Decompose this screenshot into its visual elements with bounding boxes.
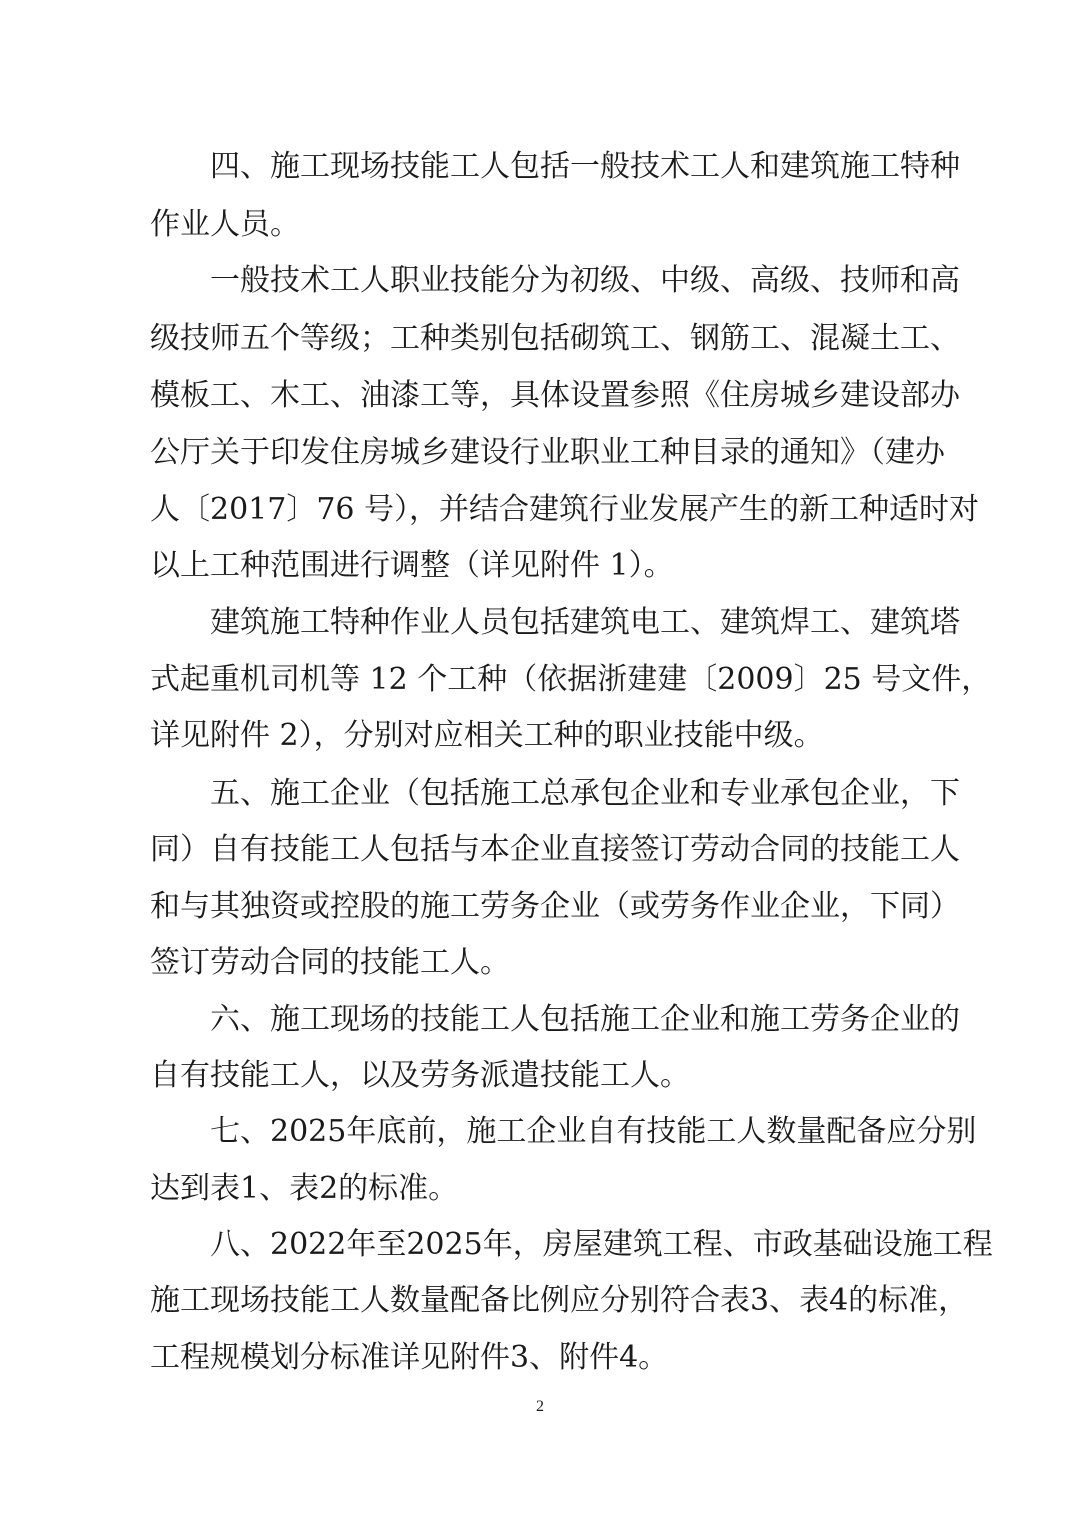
paragraph-6-line-1: 六、施工现场的技能工人包括施工企业和施工劳务企业的 — [210, 1002, 960, 1037]
paragraph-general-workers-line-3: 模板工、木工、油漆工等，具体设置参照《住房城乡建设部办 — [150, 378, 960, 413]
paragraph-5-line-2: 同）自有技能工人包括与本企业直接签订劳动合同的技能工人 — [150, 832, 960, 867]
paragraph-7-line-1: 七、2025年底前，施工企业自有技能工人数量配备应分别 — [210, 1114, 977, 1149]
paragraph-7-line-2: 达到表1、表2的标准。 — [150, 1171, 459, 1206]
paragraph-general-workers-line-2: 级技师五个等级；工种类别包括砌筑工、钢筋工、混凝土工、 — [150, 321, 960, 356]
paragraph-8-line-2: 施工现场技能工人数量配备比例应分别符合表3、表4的标准， — [150, 1283, 969, 1318]
paragraph-6-line-2: 自有技能工人，以及劳务派遣技能工人。 — [150, 1058, 690, 1093]
paragraph-5-line-1: 五、施工企业（包括施工总承包企业和专业承包企业，下 — [210, 776, 960, 811]
paragraph-4-line-1: 四、施工现场技能工人包括一般技术工人和建筑施工特种 — [210, 149, 960, 184]
paragraph-5-line-3: 和与其独资或控股的施工劳务企业（或劳务作业企业，下同） — [150, 889, 960, 924]
paragraph-8-line-1: 八、2022年至2025年，房屋建筑工程、市政基础设施工程 — [210, 1227, 993, 1262]
paragraph-general-workers-line-4: 公厅关于印发住房城乡建设行业职业工种目录的通知》（建办 — [150, 435, 945, 470]
page-number: 2 — [536, 1398, 544, 1415]
paragraph-general-workers-line-1: 一般技术工人职业技能分为初级、中级、高级、技师和高 — [210, 263, 960, 298]
paragraph-special-workers-line-3: 详见附件 2），分别对应相关工种的职业技能中级。 — [150, 718, 824, 753]
paragraph-special-workers-line-1: 建筑施工特种作业人员包括建筑电工、建筑焊工、建筑塔 — [210, 605, 960, 640]
paragraph-5-line-4: 签订劳动合同的技能工人。 — [150, 945, 510, 980]
paragraph-special-workers-line-2: 式起重机司机等 12 个工种（依据浙建建〔2009〕25 号文件， — [150, 662, 992, 697]
paragraph-8-line-3: 工程规模划分标准详见附件3、附件4。 — [150, 1340, 669, 1375]
paragraph-4-line-2: 作业人员。 — [150, 207, 300, 242]
paragraph-general-workers-line-5: 人〔2017〕76 号），并结合建筑行业发展产生的新工种适时对 — [150, 492, 980, 527]
paragraph-general-workers-line-6: 以上工种范围进行调整（详见附件 1）。 — [150, 548, 674, 583]
